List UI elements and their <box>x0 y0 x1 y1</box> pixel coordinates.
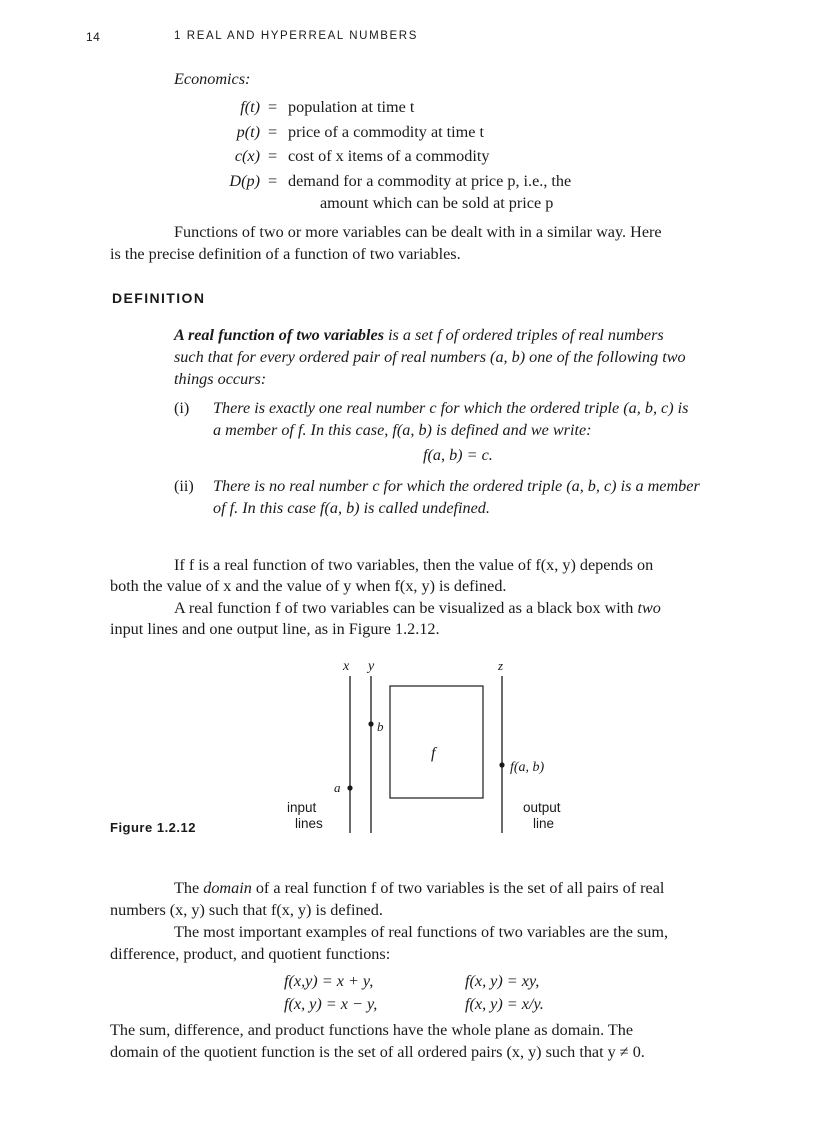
definition-lead-rest: is a set f of ordered triples of real numbers <box>384 326 664 344</box>
economics-row-eq: = <box>268 98 278 116</box>
domain-line-3: The most important examples of real functions of two variables are the sum, <box>174 923 669 941</box>
output-label-2: line <box>533 816 555 831</box>
page-number: 14 <box>86 30 101 44</box>
economics-row-rhs: price of a commodity at time t <box>288 123 484 141</box>
z-label: z <box>498 658 504 673</box>
intro-line-1: Functions of two or more variables can be dealt with in a similar way. Here <box>174 223 662 241</box>
domain-line-2: numbers (x, y) such that f(x, y) is defined. <box>110 901 383 919</box>
economics-continuation: amount which can be sold at price p <box>320 194 554 212</box>
input-label-2: lines <box>295 816 323 831</box>
definition-line-3: things occurs: <box>174 370 267 388</box>
x-label: x <box>343 659 350 674</box>
domain-line-4: difference, product, and quotient functions: <box>110 945 391 963</box>
economics-heading: Economics: <box>174 70 251 88</box>
point-b <box>368 721 373 726</box>
definition-term: A real function of two variables <box>174 326 385 344</box>
output-label-1: output <box>523 800 561 815</box>
example-quotient: f(x, y) = x/y. <box>465 995 544 1013</box>
b-label: b <box>377 719 384 734</box>
case-1-line-1: There is exactly one real number c for which the ordered triple (a, b, c) is <box>213 399 689 417</box>
case-1-formula: f(a, b) = c. <box>423 446 493 464</box>
example-difference: f(x, y) = x − y, <box>284 995 378 1013</box>
domain-line-1 <box>174 877 664 899</box>
point-a <box>347 785 352 790</box>
closing-line-1: The sum, difference, and product functions have the whole plane as domain. The <box>110 1021 634 1039</box>
case-2-line-1: There is no real number c for which the ordered triple (a, b, c) is a member <box>213 477 700 495</box>
economics-row-lhs: f(t) <box>240 98 260 116</box>
economics-row-eq: = <box>268 172 278 190</box>
figure-label: Figure 1.2.12 <box>110 820 196 835</box>
case-1-line-2: a member of f. In this case, f(a, b) is defined and we write: <box>213 421 592 439</box>
value-line-3-text: A real function f of two variables can be visualized as a black box with <box>174 599 638 617</box>
domain-line-1-a: The <box>174 879 204 897</box>
value-line-4: input lines and one output line, as in Figure 1.2.12. <box>110 620 440 638</box>
fab-label: f(a, b) <box>510 760 545 775</box>
definition-heading: DEFINITION <box>112 290 206 306</box>
input-label-1: input <box>287 800 317 815</box>
example-sum: f(x,y) = x + y, <box>284 972 374 990</box>
closing-line-2: domain of the quotient function is the set of all ordered pairs (x, y) such that y ≠ 0. <box>110 1043 645 1061</box>
a-label: a <box>334 780 341 795</box>
definition-line-2: such that for every ordered pair of real numbers (a, b) one of the following two <box>174 348 686 366</box>
f-label: f <box>431 745 436 762</box>
economics-row-eq: = <box>268 123 278 141</box>
economics-row-rhs: cost of x items of a commodity <box>288 147 490 165</box>
case-2-label: (ii) <box>174 477 194 495</box>
economics-row-lhs: p(t) <box>236 123 260 141</box>
black-box <box>390 686 483 798</box>
value-line-3-emph: two <box>637 599 661 617</box>
value-line-2: both the value of x and the value of y when f(x, y) is defined. <box>110 577 507 595</box>
economics-row-eq: = <box>268 147 278 165</box>
economics-row-lhs: c(x) <box>234 147 260 165</box>
value-line-1: If f is a real function of two variables, then the value of f(x, y) depends on <box>174 556 654 574</box>
case-1-label: (i) <box>174 399 190 417</box>
y-label: y <box>368 659 375 674</box>
intro-line-2: is the precise definition of a function of two variables. <box>110 245 461 263</box>
running-title: 1 REAL AND HYPERREAL NUMBERS <box>174 30 418 42</box>
domain-term: domain <box>203 879 252 897</box>
point-fab <box>499 762 504 767</box>
example-product: f(x, y) = xy, <box>465 972 540 990</box>
economics-row-lhs: D(p) <box>229 172 260 190</box>
case-2-line-2: of f. In this case f(a, b) is called undefined. <box>213 499 490 517</box>
economics-row-rhs: demand for a commodity at price p, i.e., the <box>288 172 572 190</box>
domain-line-1-c: of a real function f of two variables is the set of all pairs of real <box>251 879 665 897</box>
economics-row-rhs: population at time t <box>288 98 415 116</box>
